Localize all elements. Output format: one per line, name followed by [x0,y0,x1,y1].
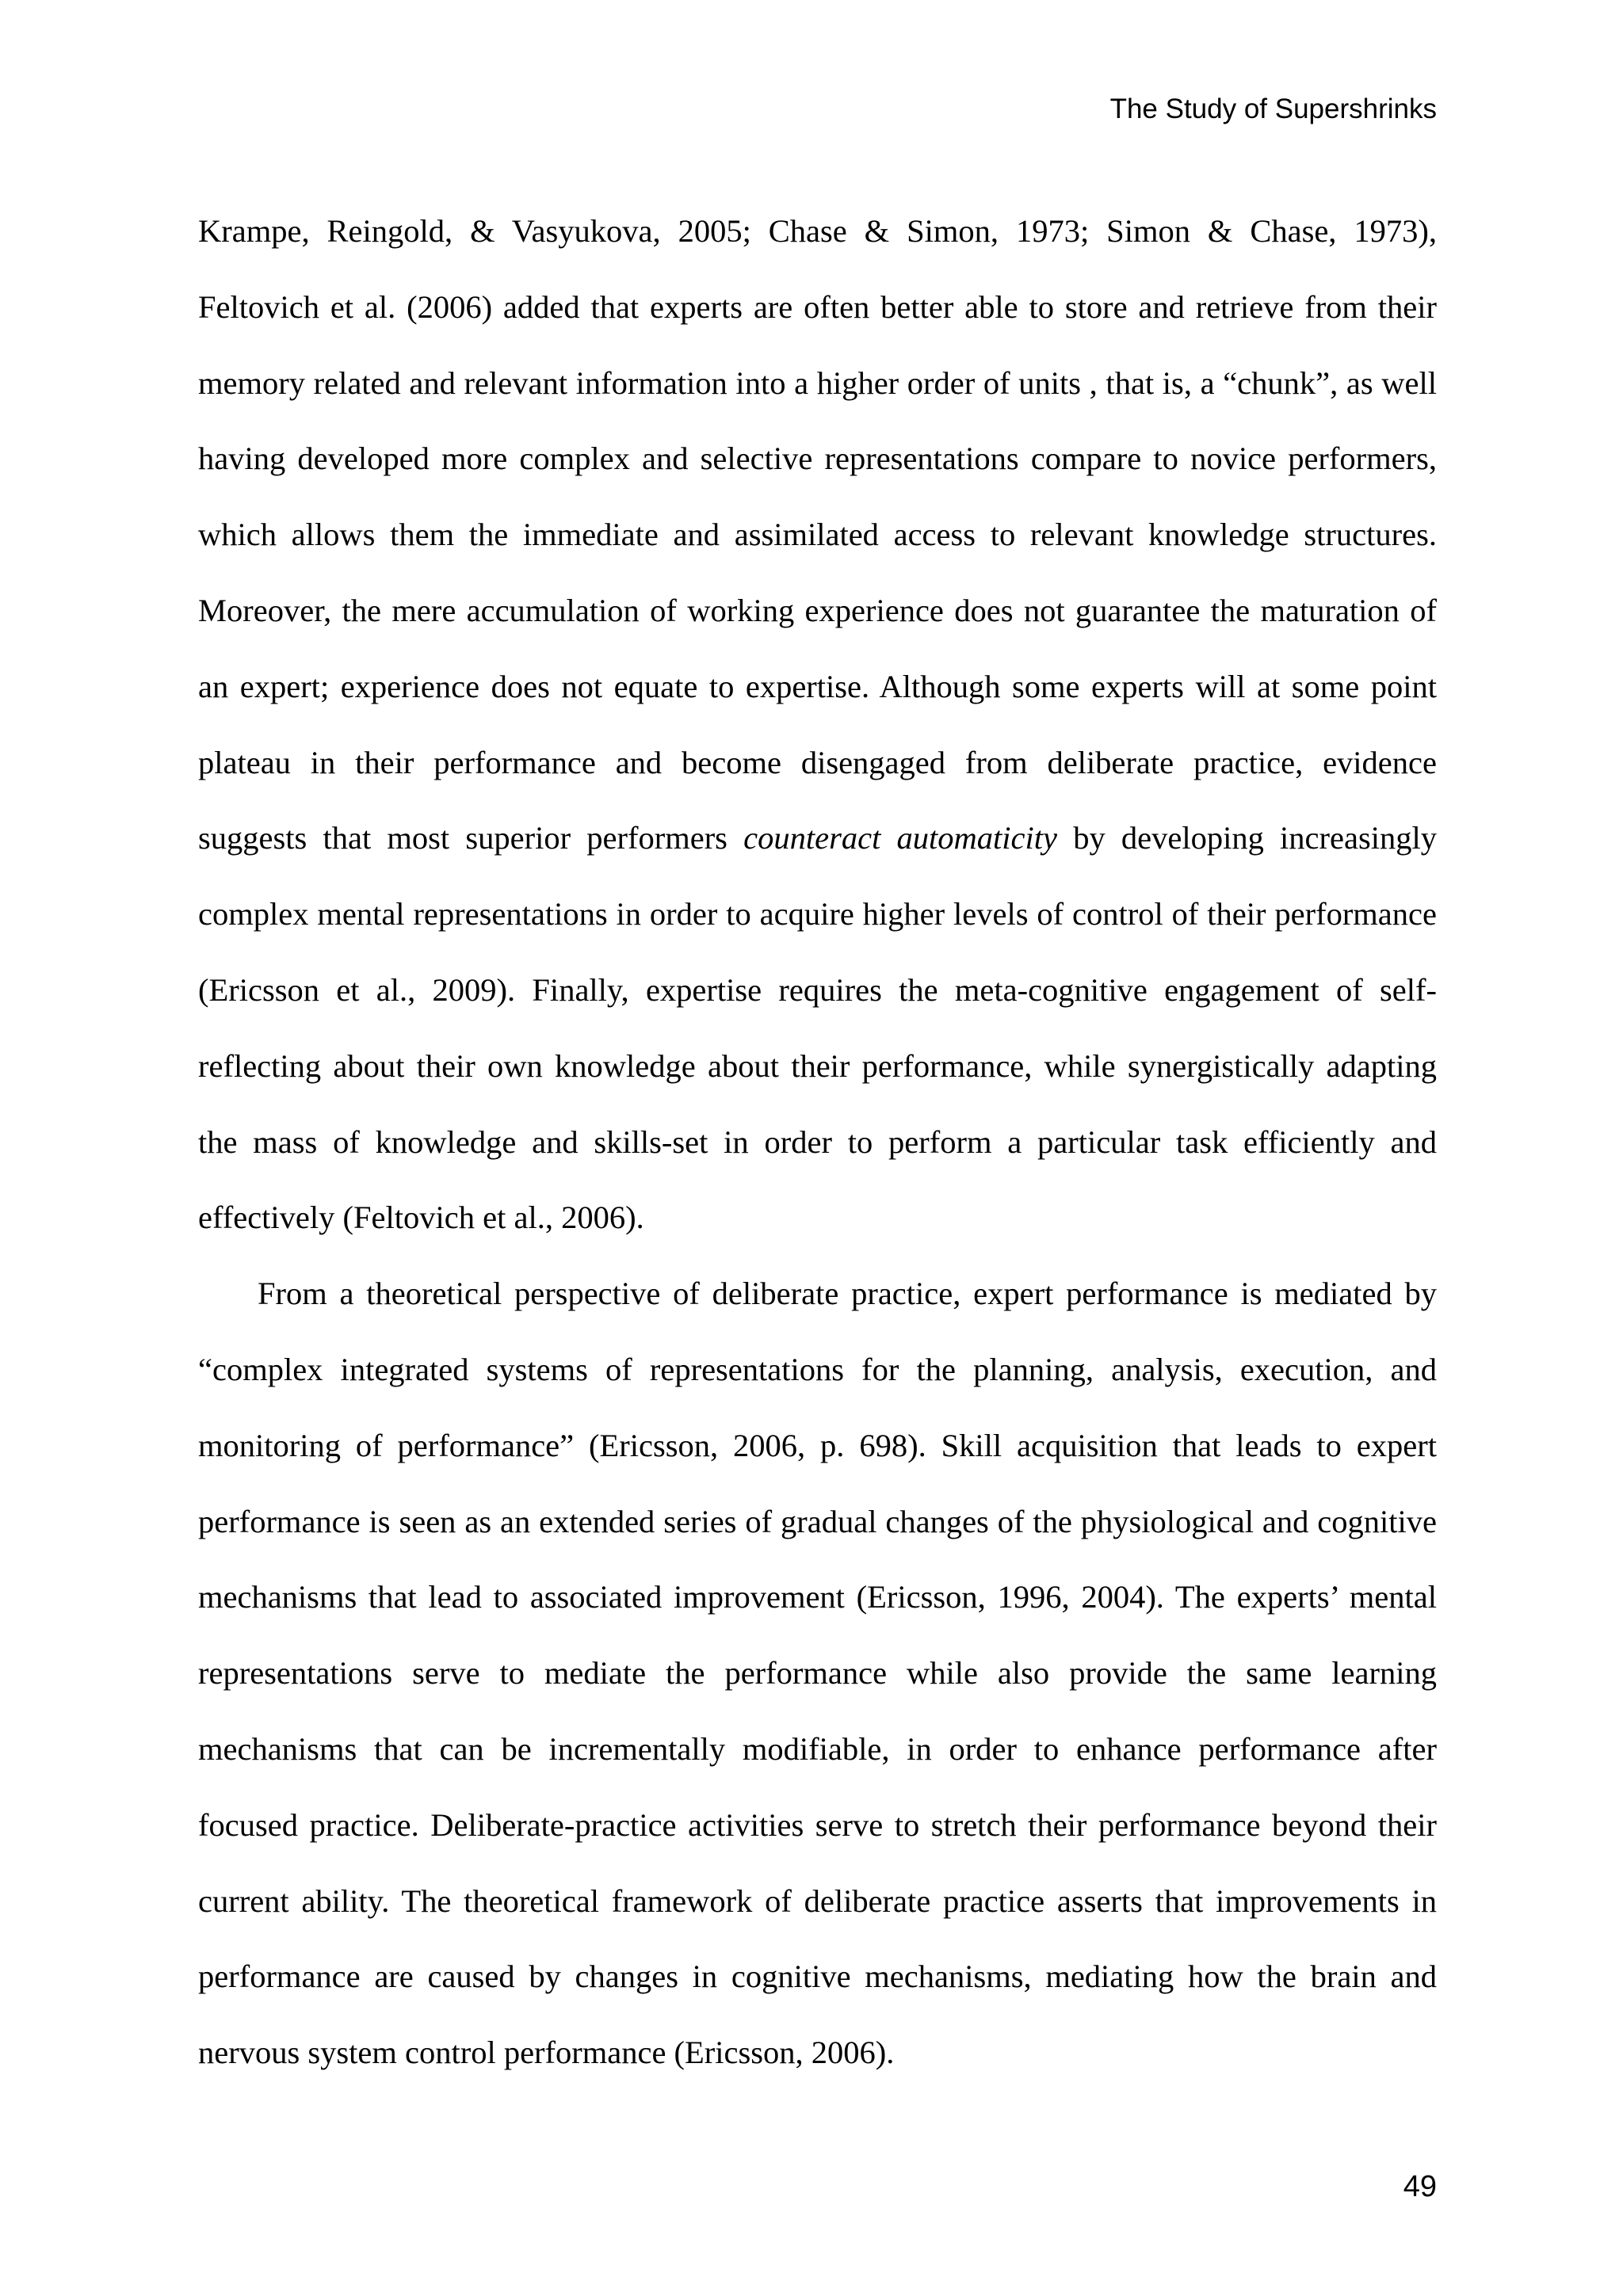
emphasis-counteract-automaticity: counteract automaticity [743,820,1057,856]
body-text [198,193,1437,2091]
running-header: The Study of Supershrinks [1109,93,1437,124]
paragraph-1 [198,193,1437,1256]
paragraph-2: From a theoretical perspective of deliberate practice, expert performance is mediated by “complex integrated systems of representations for the planning, analysis, execution, and monitoring of performance” (Ericsson, 2006, p. 698). Skill acquisition that leads to expert performance is seen as an extended series of gradual changes of the physiological and cognitive mechanisms that lead to associated improvement (Ericsson, 1996, 2004). The experts’ mental representations serve to mediate the performance while also provide the same learning mechanisms that can be incrementally modifiable, in order to enhance performance after focused practice. Deliberate-practice activities serve to stretch their performance beyond their current ability. The theoretical framework of deliberate practice asserts that improvements in performance are caused by changes in cognitive mechanisms, mediating how the brain and nervous system control performance (Ericsson, 2006). [198,1276,1437,2071]
paragraph-1-text-start: Krampe, Reingold, & Vasyukova, 2005; Chase & Simon, 1973; Simon & Chase, 1973), Feltovich et al. (2006) added that experts are often better able to store and retrieve from their memory related and relevant information into a higher order of units , that is, a “chunk”, as well having developed more complex and selective representations compare to novice performers, which allows them the immediate and assimilated access to relevant knowledge structures. Moreover, the mere accumulation of working experience does not guarantee the maturation of an expert; experience does not equate to expertise. Although some experts will at some point plateau in their performance and become disengaged from deliberate practice, evidence suggests that most superior performers [198,213,1437,856]
paragraph-1-text-end: by developing increasingly complex mental representations in order to acquire higher levels of control of their performance (Ericsson et al., 2009). Finally, expertise requires the meta-cognitive engagement of self-reflecting about their own knowledge about their performance, while synergistically adapting the mass of knowledge and skills-set in order to perform a particular task efficiently and effectively (Feltovich et al., 2006). [198,820,1437,1236]
page-number: 49 [1403,2170,1437,2203]
